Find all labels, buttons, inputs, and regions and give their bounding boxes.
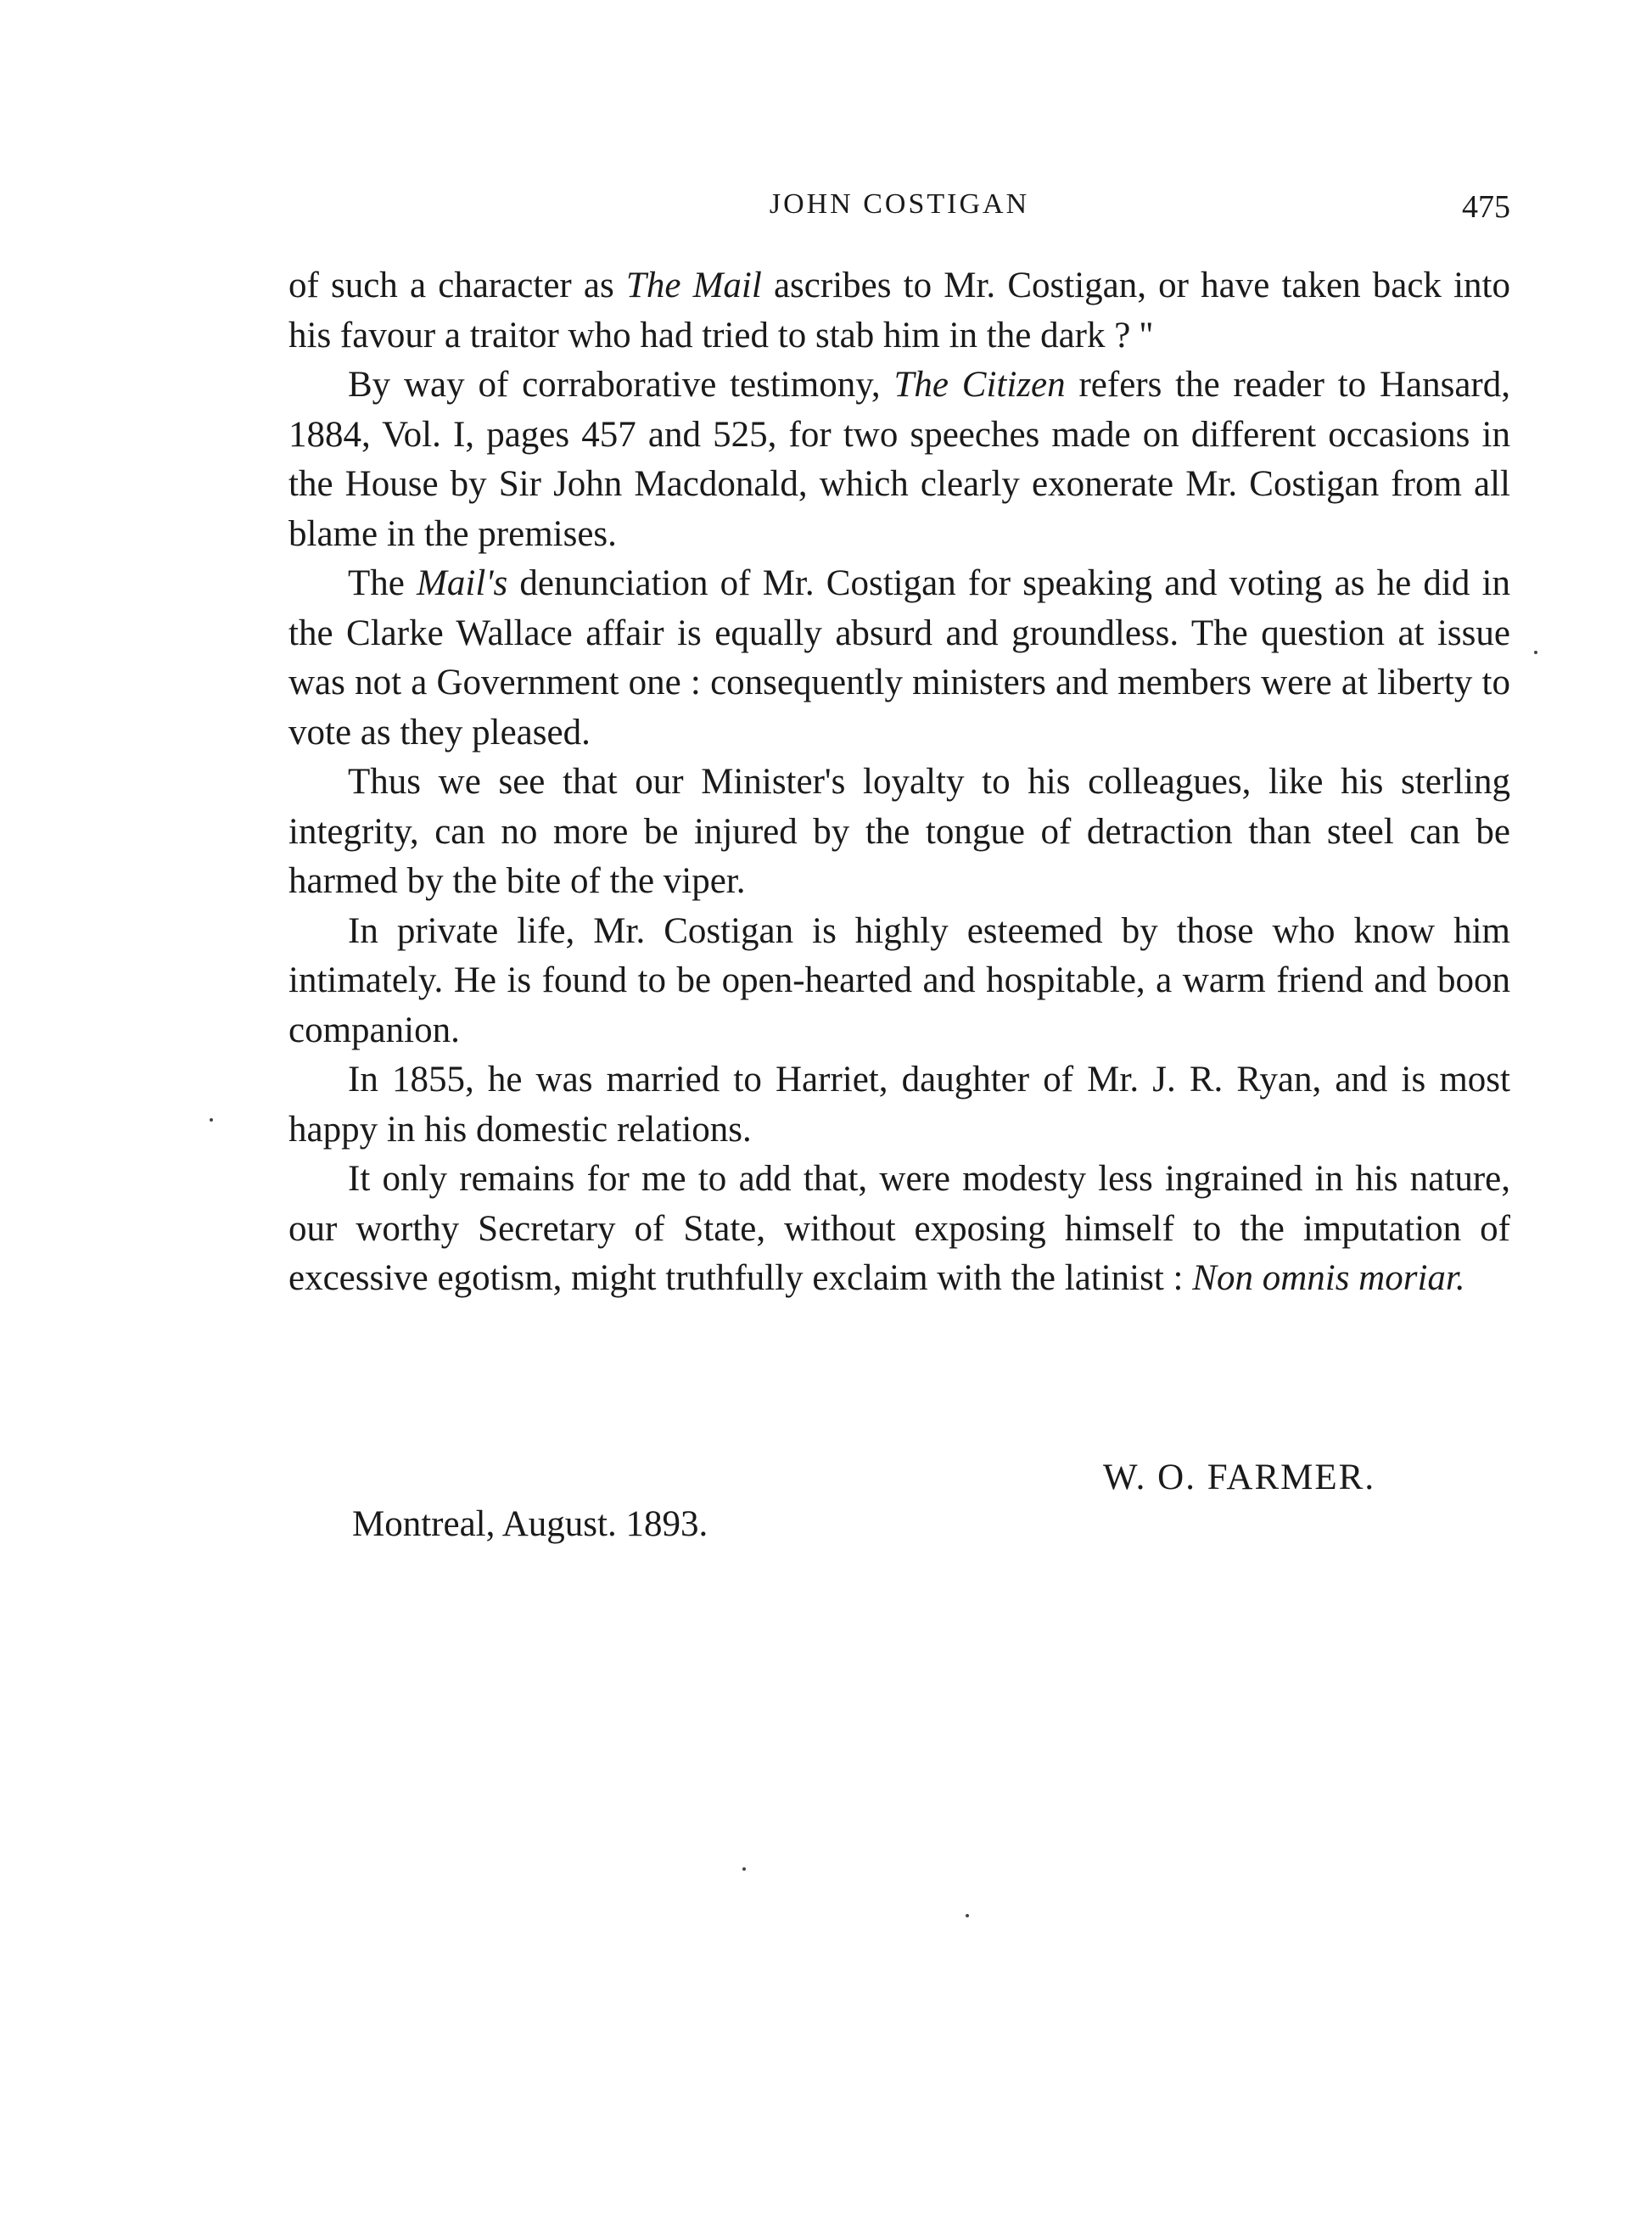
body-paragraph xyxy=(288,907,1510,1056)
author-signature: W. O. FARMER. xyxy=(1103,1458,1376,1497)
scan-speck xyxy=(1534,651,1537,654)
paragraph-text: denunciation of Mr. Costigan for speaking and voting as he did in the Clarke Wallace affair is equally absurd and groundless. The question at issue was not a Government one : consequently ministers and members were at liberty to vote as they pleased. xyxy=(288,563,1510,753)
body-paragraph xyxy=(288,559,1510,758)
paragraph-text: Thus we see that our Minister's loyalty to his colleagues, like his sterling integrity, can no more be injured by the tongue of detraction than steel can be harmed by the bite of the viper. xyxy=(288,762,1510,901)
italic-text: The Mail xyxy=(625,266,762,305)
scan-speck xyxy=(966,1914,969,1917)
paragraph-text: refers the reader to Hansard, 1884, Vol. I, pages 457 and 525, for two speeches made on different occasions in the House by Sir John Macdonald, which clearly exonerate Mr. Costigan from all blame in the premises. xyxy=(288,365,1511,554)
paragraph-text: of such a character as xyxy=(288,266,626,305)
italic-text: The Citizen xyxy=(893,365,1066,405)
paragraph-text: The xyxy=(348,563,417,603)
paragraph-text: In 1855, he was married to Harriet, daughter of Mr. J. R. Ryan, and is most happy in his domestic relations. xyxy=(288,1060,1510,1150)
body-paragraph xyxy=(288,1055,1510,1155)
scan-speck xyxy=(742,1867,746,1871)
body-paragraph xyxy=(288,361,1510,559)
scan-speck xyxy=(210,1118,213,1122)
body-paragraph xyxy=(288,261,1510,361)
paragraph-text: ascribes to Mr. Costigan, or have taken back into his favour a traitor who had tried to stab him in the dark ? '' xyxy=(288,266,1510,355)
running-title: JOHN COSTIGAN xyxy=(769,188,1030,220)
italic-text: Mail's xyxy=(417,563,508,603)
paragraph-text: In private life, Mr. Costigan is highly esteemed by those who know him intimately. He is found to be open-hearted and hospitable, a warm friend and boon companion. xyxy=(288,910,1510,1050)
body-text xyxy=(288,261,1510,1304)
paragraph-text: It only remains for me to add that, were modesty less ingrained in his nature, our worthy Secretary of State, without exposing himself to the imputation of excessive egotism, might truthfully exclaim with the latinist : xyxy=(288,1159,1510,1298)
running-head xyxy=(288,188,1510,231)
paragraph-text: By way of corraborative testimony, xyxy=(348,365,894,405)
body-paragraph xyxy=(288,758,1510,907)
body-paragraph xyxy=(288,1155,1510,1304)
page-number: 475 xyxy=(1462,189,1510,225)
italic-text: Non omnis moriar. xyxy=(1192,1258,1465,1298)
dateline: Montreal, August. 1893. xyxy=(352,1504,708,1544)
